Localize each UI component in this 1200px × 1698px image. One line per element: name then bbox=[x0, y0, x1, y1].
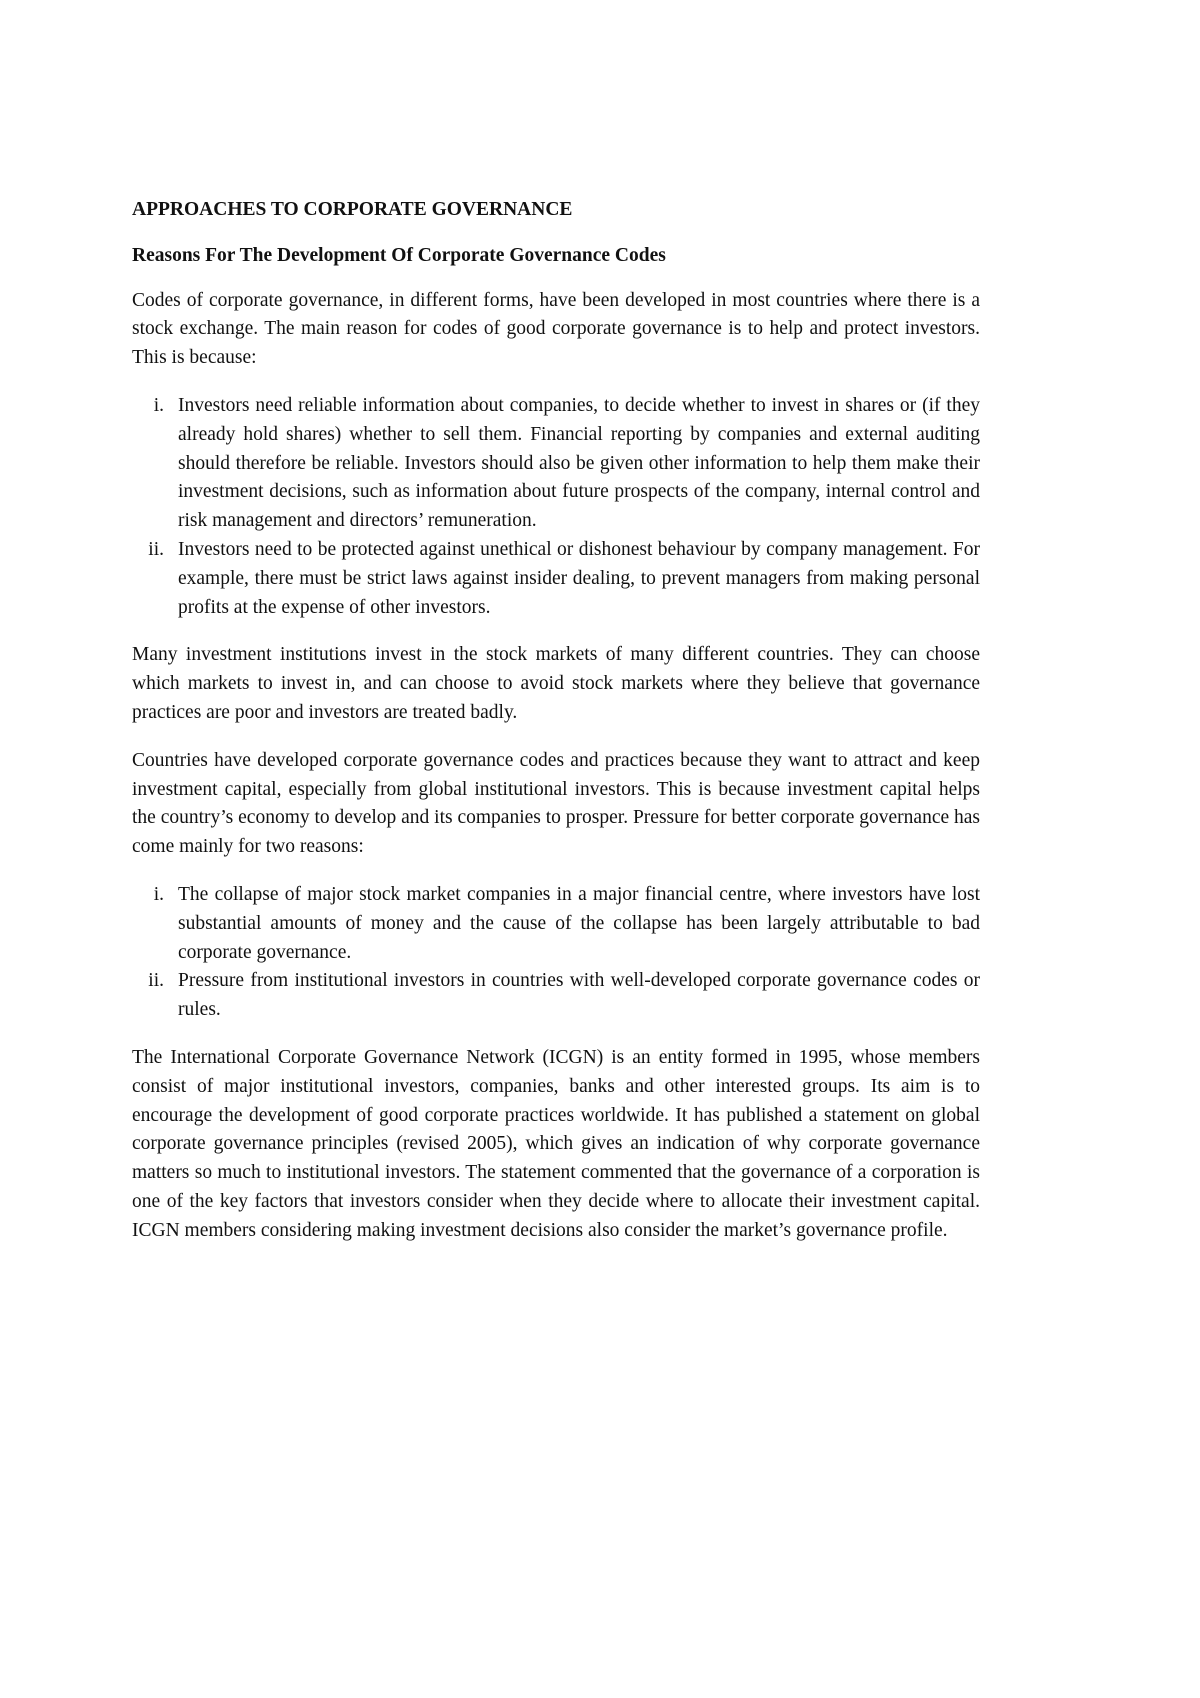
reasons-list bbox=[132, 392, 980, 622]
paragraph-countries: Countries have developed corporate governance codes and practices because they want to attract and keep investment capital, especially from global institutional investors. This is because investment capital helps the country’s economy to develop and its companies to prosper. Pressure for better corporate governance has come mainly for two reasons: bbox=[132, 749, 980, 858]
list-item bbox=[132, 392, 980, 536]
list-numeral: ii. bbox=[148, 538, 164, 560]
list-item-text: Investors need to be protected against unethical or dishonest behaviour by company management. For example, there must be strict laws against insider dealing, to prevent managers from making personal profits at the expense of other investors. bbox=[178, 538, 980, 618]
paragraph-institutions: Many investment institutions invest in the stock markets of many different countries. They can choose which markets to invest in, and can choose to avoid stock markets where they believe that governance practices are poor and investors are treated badly. bbox=[132, 644, 980, 723]
paragraph-intro: Codes of corporate governance, in different forms, have been developed in most countries where there is a stock exchange. The main reason for codes of good corporate governance is to help and protect investors. This is because: bbox=[132, 289, 980, 369]
paragraph-icgn: The International Corporate Governance Network (ICGN) is an entity formed in 1995, whose members consist of major institutional investors, companies, banks and other interested groups. Its aim is to encourage the development of good corporate practices worldwide. It has published a statement on global corporate governance principles (revised 2005), which gives an indication of why corporate governance matters so much to institutional investors. The statement commented that the governance of a corporation is one of the key factors that investors consider when they decide where to allocate their investment capital. ICGN members considering making investment decisions also consider the market’s governance profile. bbox=[132, 1046, 980, 1241]
document-title: APPROACHES TO CORPORATE GOVERNANCE bbox=[132, 199, 573, 220]
list-numeral: i. bbox=[153, 394, 164, 416]
list-numeral: i. bbox=[153, 883, 164, 905]
document-page bbox=[132, 196, 980, 1265]
list-item bbox=[132, 881, 980, 967]
list-item-text: The collapse of major stock market companies in a major financial centre, where investors have lost substantial amounts of money and the cause of the collapse has been largely attributable to bad corporate governance. bbox=[178, 883, 980, 963]
list-item-text: Investors need reliable information about companies, to decide whether to invest in shares or (if they already hold shares) whether to sell them. Financial reporting by companies and external auditing should therefore be reliable. Investors should also be given other information to help them make their investment decisions, such as information about future prospects of the company, internal control and risk management and directors’ remuneration. bbox=[178, 394, 980, 532]
list-numeral: ii. bbox=[148, 970, 164, 992]
pressure-reasons-list bbox=[132, 881, 980, 1025]
section-heading: Reasons For The Development Of Corporate Governance Codes bbox=[132, 244, 666, 266]
list-item bbox=[132, 536, 980, 622]
list-item-text: Pressure from institutional investors in countries with well-developed corporate governance codes or rules. bbox=[178, 970, 980, 1021]
list-item bbox=[132, 967, 980, 1025]
